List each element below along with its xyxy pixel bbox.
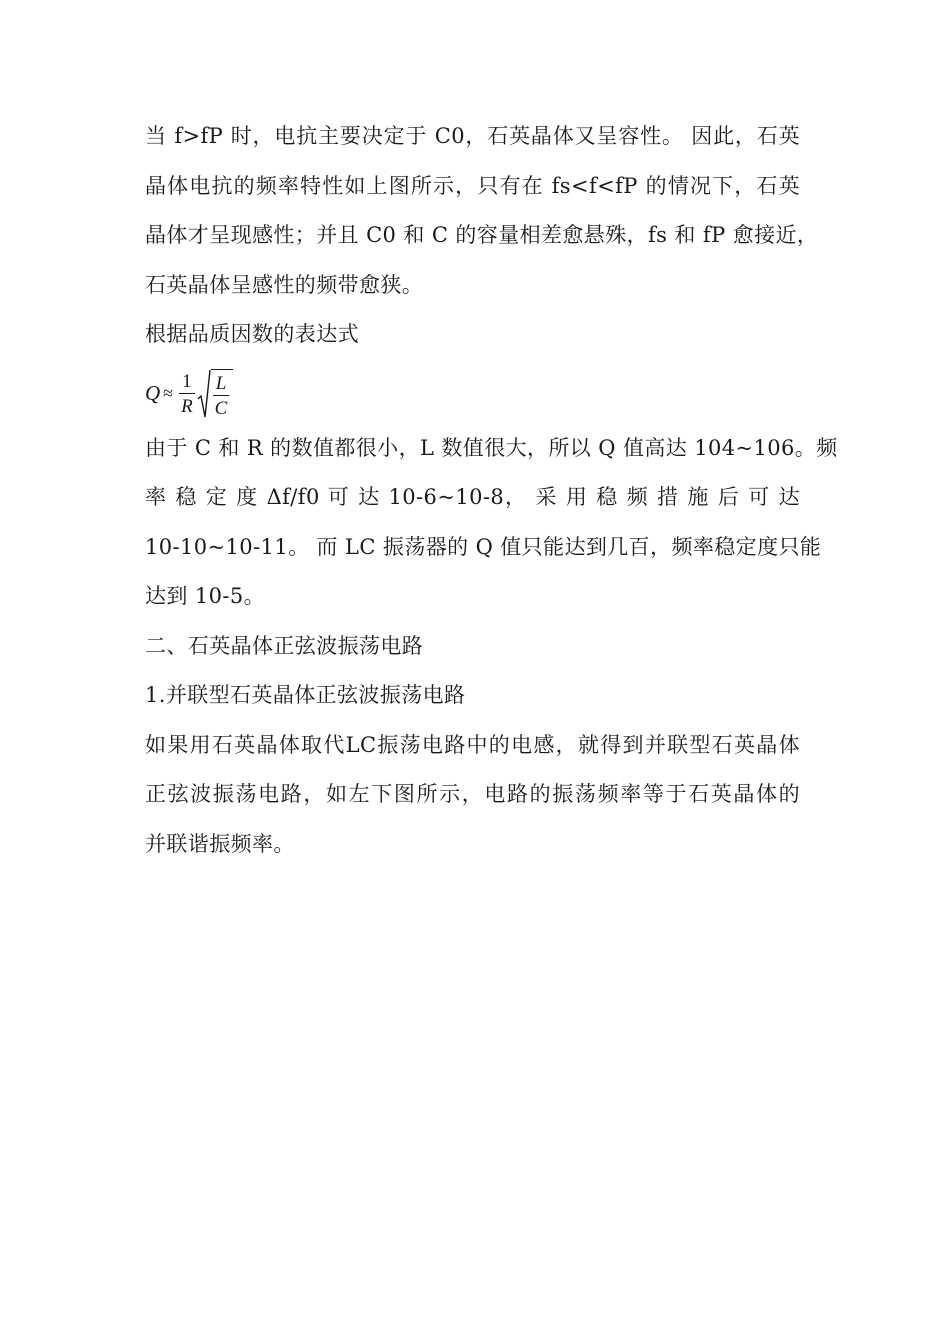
radicand-fraction	[213, 374, 230, 418]
formula-denominator: R	[179, 393, 195, 416]
paragraph-q-value	[145, 424, 838, 622]
formula-fraction	[179, 372, 195, 416]
paragraph-parallel-circuit	[145, 721, 800, 870]
subsection-heading	[145, 671, 800, 721]
quality-factor-formula	[145, 364, 800, 424]
document-page	[145, 112, 838, 869]
paragraph-reactance	[145, 112, 819, 310]
formula-approx-sign: ≈	[163, 383, 174, 403]
text-line: 由于 C 和 R 的数值都很小，L 数值很大，所以 Q 值高达 104~106。频	[145, 435, 838, 460]
radicand-denominator: C	[213, 395, 230, 418]
formula-square-root	[197, 369, 234, 419]
text-line: 当 f>fP 时，电抗主要决定于 C0，石英晶体又呈容性。 因此，石英	[145, 124, 800, 148]
text-line: 10-10~10-11。 而 LC 振荡器的 Q 值只能达到几百，频率稳定度只能	[145, 534, 822, 559]
formula-radicand	[211, 369, 234, 419]
radicand-numerator: L	[215, 372, 227, 394]
text-line: 率 稳 定 度 Δf/f0 可 达 10-6~10-8， 采 用 稳 频 措 施 后 可 达	[145, 485, 800, 509]
text-line: 石英晶体呈感性的频带愈狭。	[145, 272, 424, 297]
text-line: 并联谐振频率。	[145, 831, 295, 856]
text-line: 晶体电抗的频率特性如上图所示，只有在 fs<f<fP 的情况下，石英	[145, 173, 800, 198]
heading-text: 二、石英晶体正弦波振荡电路	[145, 633, 424, 658]
text-line: 正弦波振荡电路，如左下图所示，电路的振荡频率等于石英晶体的	[145, 782, 800, 806]
formula-lhs: Q	[145, 381, 161, 405]
text-line: 根据品质因数的表达式	[145, 322, 359, 346]
heading-text: 1.并联型石英晶体正弦波振荡电路	[145, 683, 466, 707]
formula-numerator: 1	[182, 370, 192, 392]
text-line: 达到 10-5。	[145, 584, 266, 608]
text-line: 晶体才呈现感性；并且 C0 和 C 的容量相差愈悬殊，fs 和 fP 愈接近，	[145, 223, 819, 247]
section-heading	[145, 622, 800, 672]
paragraph-quality-factor-intro	[145, 310, 800, 360]
radical-sign-icon	[197, 369, 211, 419]
text-line: 如果用石英晶体取代LC振荡电路中的电感，就得到并联型石英晶体	[145, 732, 800, 757]
